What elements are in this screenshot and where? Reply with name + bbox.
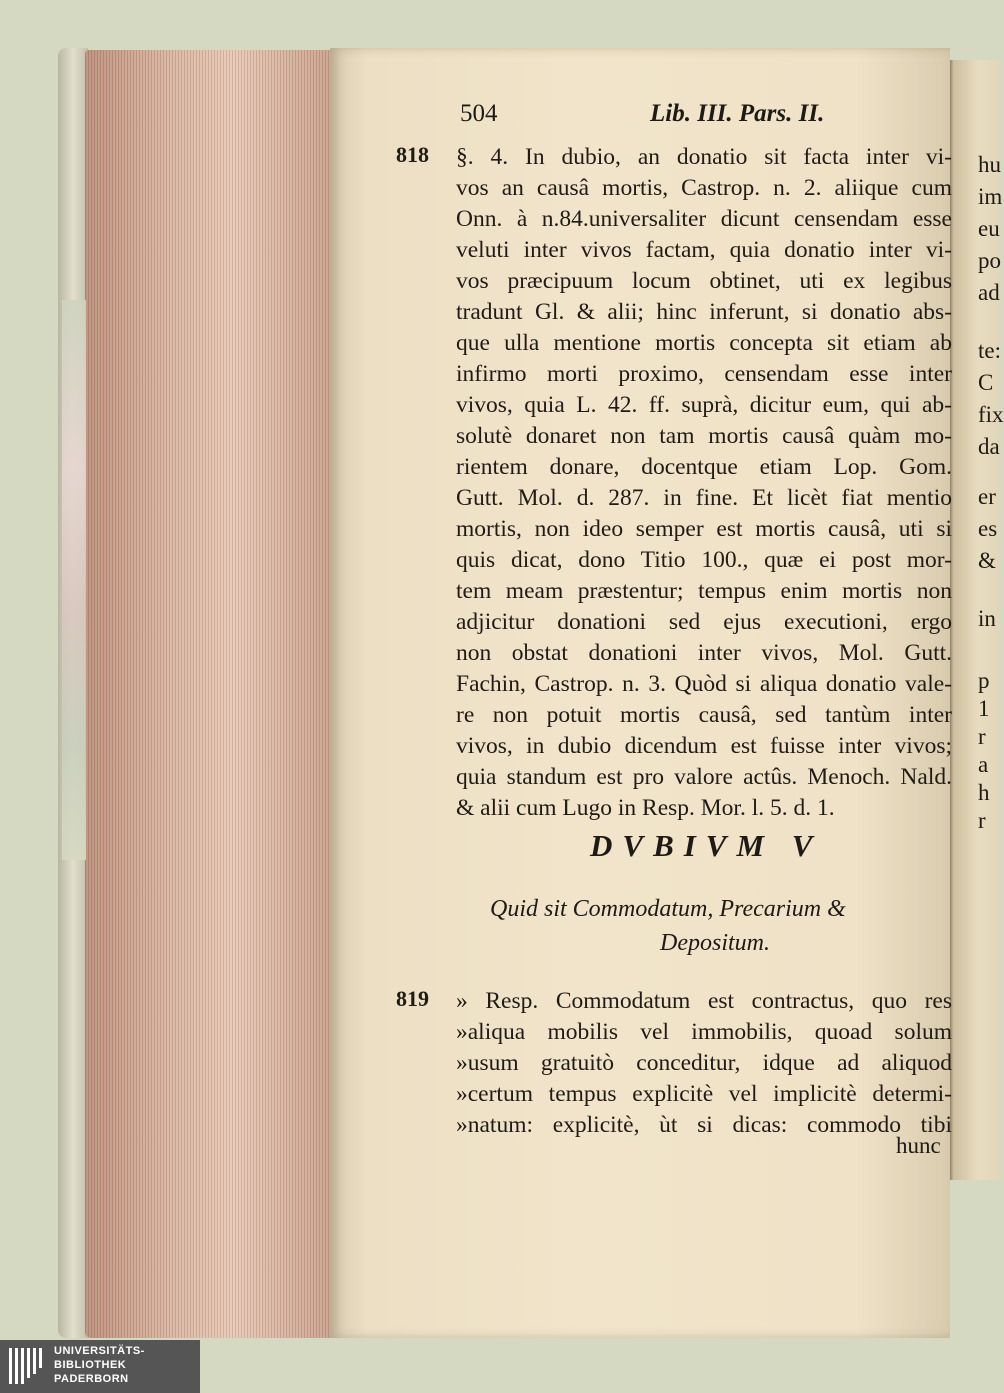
subheading-line: Depositum. (660, 930, 770, 956)
text-line: tem meam præstentur; tempus enim mortis non (456, 578, 952, 604)
text-line: Onn. à n.84.universaliter dicunt censendam esse (456, 206, 952, 232)
text-line: vivos, in dubio dicendum est fuisse inter vivos; (456, 733, 952, 759)
text-line: Fachin, Castrop. n. 3. Quòd si aliqua donatio vale- (456, 671, 952, 697)
page-number: 504 (460, 100, 498, 127)
facing-fragment: es (978, 516, 998, 541)
facing-fragment: a (978, 752, 989, 777)
library-logo (0, 1340, 200, 1393)
facing-fragment: fix (978, 402, 1004, 427)
logo-line: BIBLIOTHEK (54, 1359, 127, 1371)
running-head: Lib. III. Pars. II. (650, 100, 825, 127)
library-logo-icon (6, 1344, 46, 1388)
text-line: vivos, quia L. 42. ff. suprà, dicitur eum, qui ab- (456, 392, 952, 418)
page-fore-edge (85, 50, 333, 1338)
facing-fragment: ad (978, 280, 1000, 305)
facing-fragment: te: (978, 338, 1001, 363)
library-logo-text (54, 1344, 145, 1386)
facing-fragment: eu (978, 216, 1000, 241)
text-line: »natum: explicitè, ùt si dicas: commodo tibi (456, 1112, 952, 1138)
logo-line: UNIVERSITÄTS- (54, 1345, 145, 1357)
catchword: hunc (896, 1133, 941, 1158)
margin-number-819: 819 (396, 986, 429, 1011)
facing-fragment: p (978, 668, 990, 693)
text-line: veluti inter vivos factam, quia donatio inter vi- (456, 237, 952, 263)
section-heading: DVBIVM V (590, 828, 823, 863)
section-subheading (490, 892, 940, 960)
subheading-line: Quid sit Commodatum, Precarium & (490, 896, 846, 922)
text-line: solutè donaret non tam mortis causâ quàm mo- (456, 423, 952, 449)
text-line: re non potuit mortis causâ, sed tantùm inter (456, 702, 952, 728)
facing-fragment: & (978, 548, 996, 573)
facing-fragment: 1 (978, 696, 990, 721)
facing-fragment: in (978, 606, 996, 631)
text-line: non obstat donationi inter vivos, Mol. Gutt. (456, 640, 952, 666)
text-line: §. 4. In dubio, an donatio sit facta inter vi- (456, 144, 952, 170)
text-line: »certum tempus explicitè vel implicitè determi- (456, 1081, 952, 1107)
facing-fragment: hu (978, 152, 1001, 177)
facing-fragment: r (978, 808, 986, 833)
text-line: quis dicat, dono Titio 100., quæ ei post mor- (456, 547, 952, 573)
text-line: rientem donare, docentque etiam Lop. Gom. (456, 454, 952, 480)
facing-fragment: po (978, 248, 1001, 273)
text-line: tradunt Gl. & alii; hinc inferunt, si donatio abs- (456, 299, 952, 325)
text-line: »aliqua mobilis vel immobilis, quoad solum (456, 1019, 952, 1045)
paragraph-818 (456, 142, 952, 824)
facing-fragment: r (978, 724, 986, 749)
text-line: que ulla mentione mortis concepta sit etiam ab (456, 330, 952, 356)
text-line: vos an causâ mortis, Castrop. n. 2. aliique cum (456, 175, 952, 201)
text-line: » Resp. Commodatum est contractus, quo res (456, 988, 952, 1014)
text-line: »usum gratuitò conceditur, idque ad aliquod (456, 1050, 952, 1076)
logo-line: PADERBORN (54, 1373, 129, 1385)
facing-fragment: im (978, 184, 1003, 209)
text-line: vos præcipuum locum obtinet, uti ex legibus (456, 268, 952, 294)
facing-fragment: er (978, 484, 996, 509)
margin-number-818: 818 (396, 142, 429, 167)
text-line: & alii cum Lugo in Resp. Mor. l. 5. d. 1. (456, 795, 835, 821)
paragraph-819 (456, 986, 952, 1141)
facing-fragment: C (978, 370, 994, 395)
cover-marbling (62, 300, 86, 860)
text-line: quia standum est pro valore actûs. Menoch. Nald. (456, 764, 952, 790)
page-header (460, 100, 860, 134)
text-line: Gutt. Mol. d. 287. in fine. Et licèt fiat mentio (456, 485, 952, 511)
text-line: infirmo morti proximo, censendam esse inter (456, 361, 952, 387)
facing-fragment: h (978, 780, 990, 805)
facing-page (946, 60, 1004, 1180)
facing-fragment: da (978, 434, 1000, 459)
text-line: mortis, non ideo semper est mortis causâ, uti si (456, 516, 952, 542)
text-line: adjicitur donationi sed ejus executioni, ergo (456, 609, 952, 635)
